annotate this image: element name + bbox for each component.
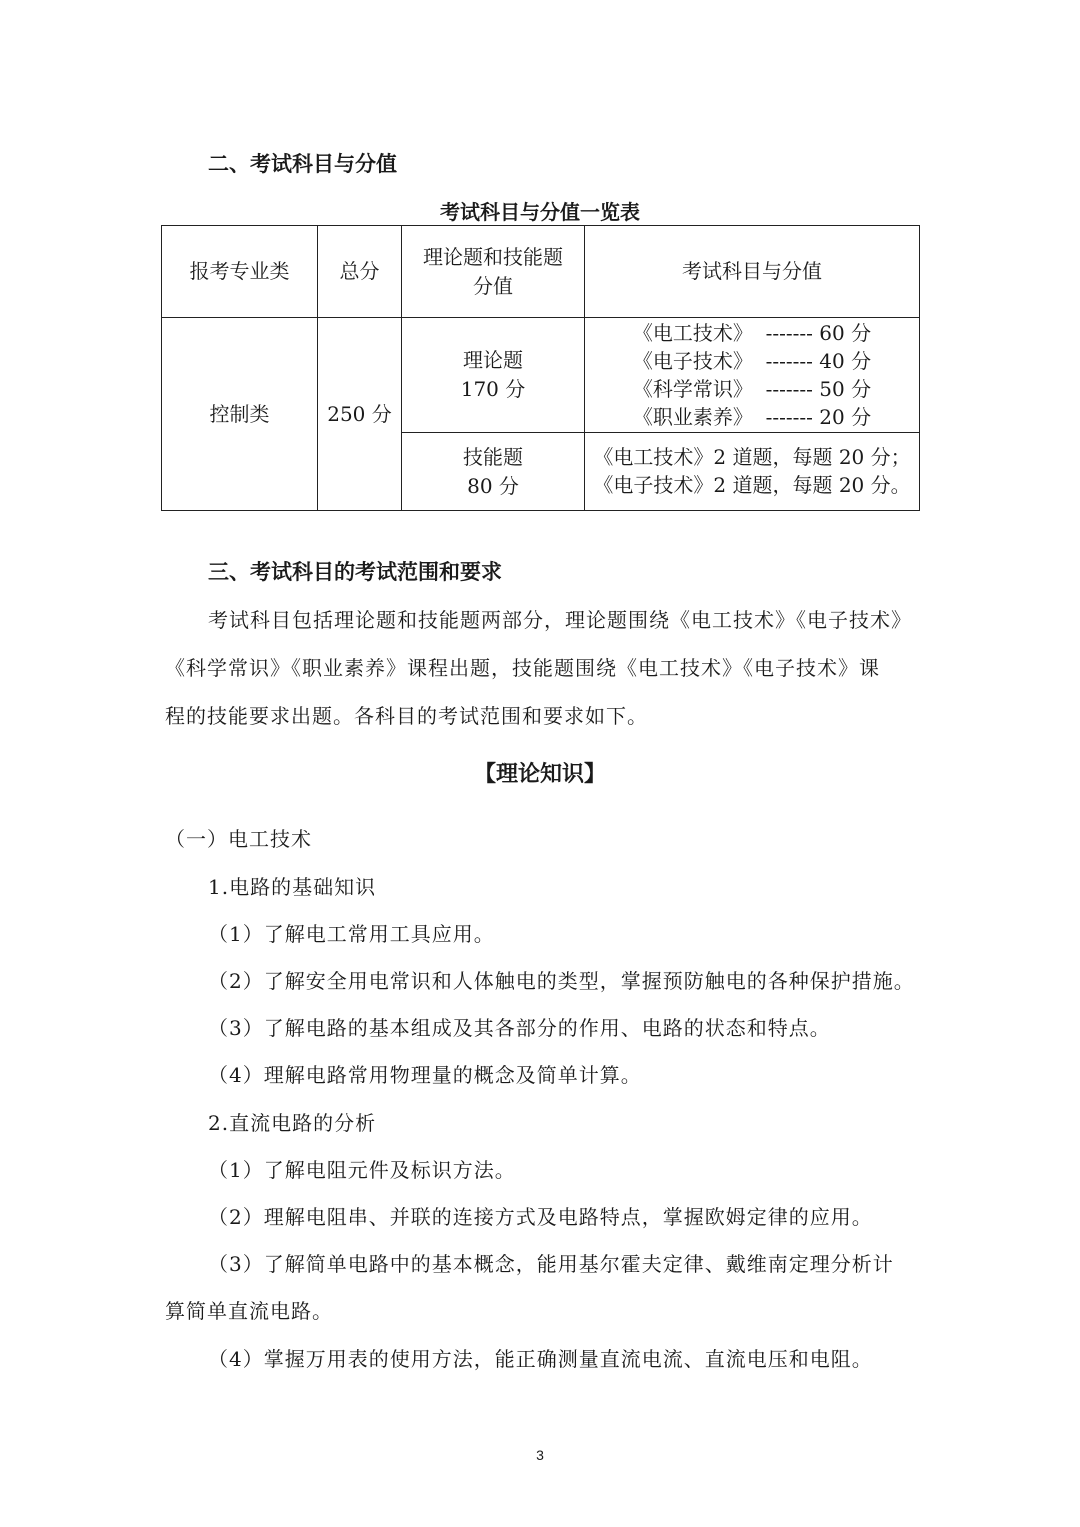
skill-score: 80 分 — [467, 473, 519, 498]
table-header-row — [162, 226, 920, 318]
list-item: 《电子技术》2 道题，每题 20 分。 — [593, 473, 911, 497]
list-item: （2）理解电阻串、并联的连接方式及电路特点，掌握欧姆定律的应用。 — [208, 1205, 873, 1229]
list-item: （1）了解电工常用工具应用。 — [208, 922, 495, 946]
cell-total: 250 分 — [318, 318, 402, 511]
list-item: 《电子技术》 ------- 40 分 — [632, 348, 872, 373]
cell-major: 控制类 — [162, 318, 318, 511]
header-subjects: 考试科目与分值 — [585, 226, 920, 318]
cell-skill — [402, 433, 585, 511]
theory-title: 【理论知识】 — [473, 762, 606, 787]
header-type-line2: 分值 — [473, 273, 513, 298]
header-major: 报考专业类 — [162, 226, 318, 318]
part-title: 2.直流电路的分析 — [208, 1111, 377, 1135]
part-title: 1.电路的基础知识 — [208, 875, 377, 899]
list-item: （3）了解电路的基本组成及其各部分的作用、电路的状态和特点。 — [208, 1016, 831, 1040]
subject-title: （一）电工技术 — [165, 827, 312, 851]
list-item: 《科学常识》 ------- 50 分 — [632, 376, 872, 401]
header-total: 总分 — [318, 226, 402, 318]
table-caption: 考试科目与分值一览表 — [440, 200, 640, 224]
header-type-line1: 理论题和技能题 — [423, 244, 563, 269]
list-item: 《电工技术》 ------- 60 分 — [632, 320, 872, 345]
section-heading: 三、考试科目的考试范围和要求 — [208, 560, 502, 584]
theory-score: 170 分 — [460, 377, 526, 401]
theory-subject-list — [633, 319, 871, 431]
cell-skill-subjects — [585, 433, 920, 511]
list-item: （4）理解电路常用物理量的概念及简单计算。 — [208, 1063, 642, 1087]
score-table — [161, 225, 920, 511]
cell-theory-subjects — [585, 318, 920, 433]
paragraph-line: 程的技能要求出题。各科目的考试范围和要求如下。 — [165, 704, 648, 728]
cell-theory — [402, 318, 585, 433]
skill-subject-list — [593, 443, 910, 499]
list-item: （4）掌握万用表的使用方法，能正确测量直流电流、直流电压和电阻。 — [208, 1347, 873, 1371]
skill-label: 技能题 — [463, 444, 523, 469]
list-item: （3）了解简单电路中的基本概念，能用基尔霍夫定律、戴维南定理分析计 — [208, 1252, 894, 1276]
theory-label: 理论题 — [463, 348, 523, 372]
paragraph-line: 考试科目包括理论题和技能题两部分，理论题围绕《电工技术》《电子技术》 — [208, 608, 912, 632]
header-type — [402, 226, 585, 318]
list-item: （2）了解安全用电常识和人体触电的类型，掌握预防触电的各种保护措施。 — [208, 969, 915, 993]
page-number: 3 — [536, 1447, 544, 1463]
list-item: 《职业素养》 ------- 20 分 — [632, 404, 872, 429]
list-item: （1）了解电阻元件及标识方法。 — [208, 1158, 516, 1182]
section-heading: 二、考试科目与分值 — [208, 152, 397, 176]
table-row — [162, 318, 920, 433]
paragraph-line: 《科学常识》《职业素养》课程出题，技能题围绕《电工技术》《电子技术》课 — [165, 656, 880, 680]
list-item: 算简单直流电路。 — [165, 1299, 333, 1323]
list-item: 《电工技术》2 道题，每题 20 分； — [593, 445, 911, 469]
